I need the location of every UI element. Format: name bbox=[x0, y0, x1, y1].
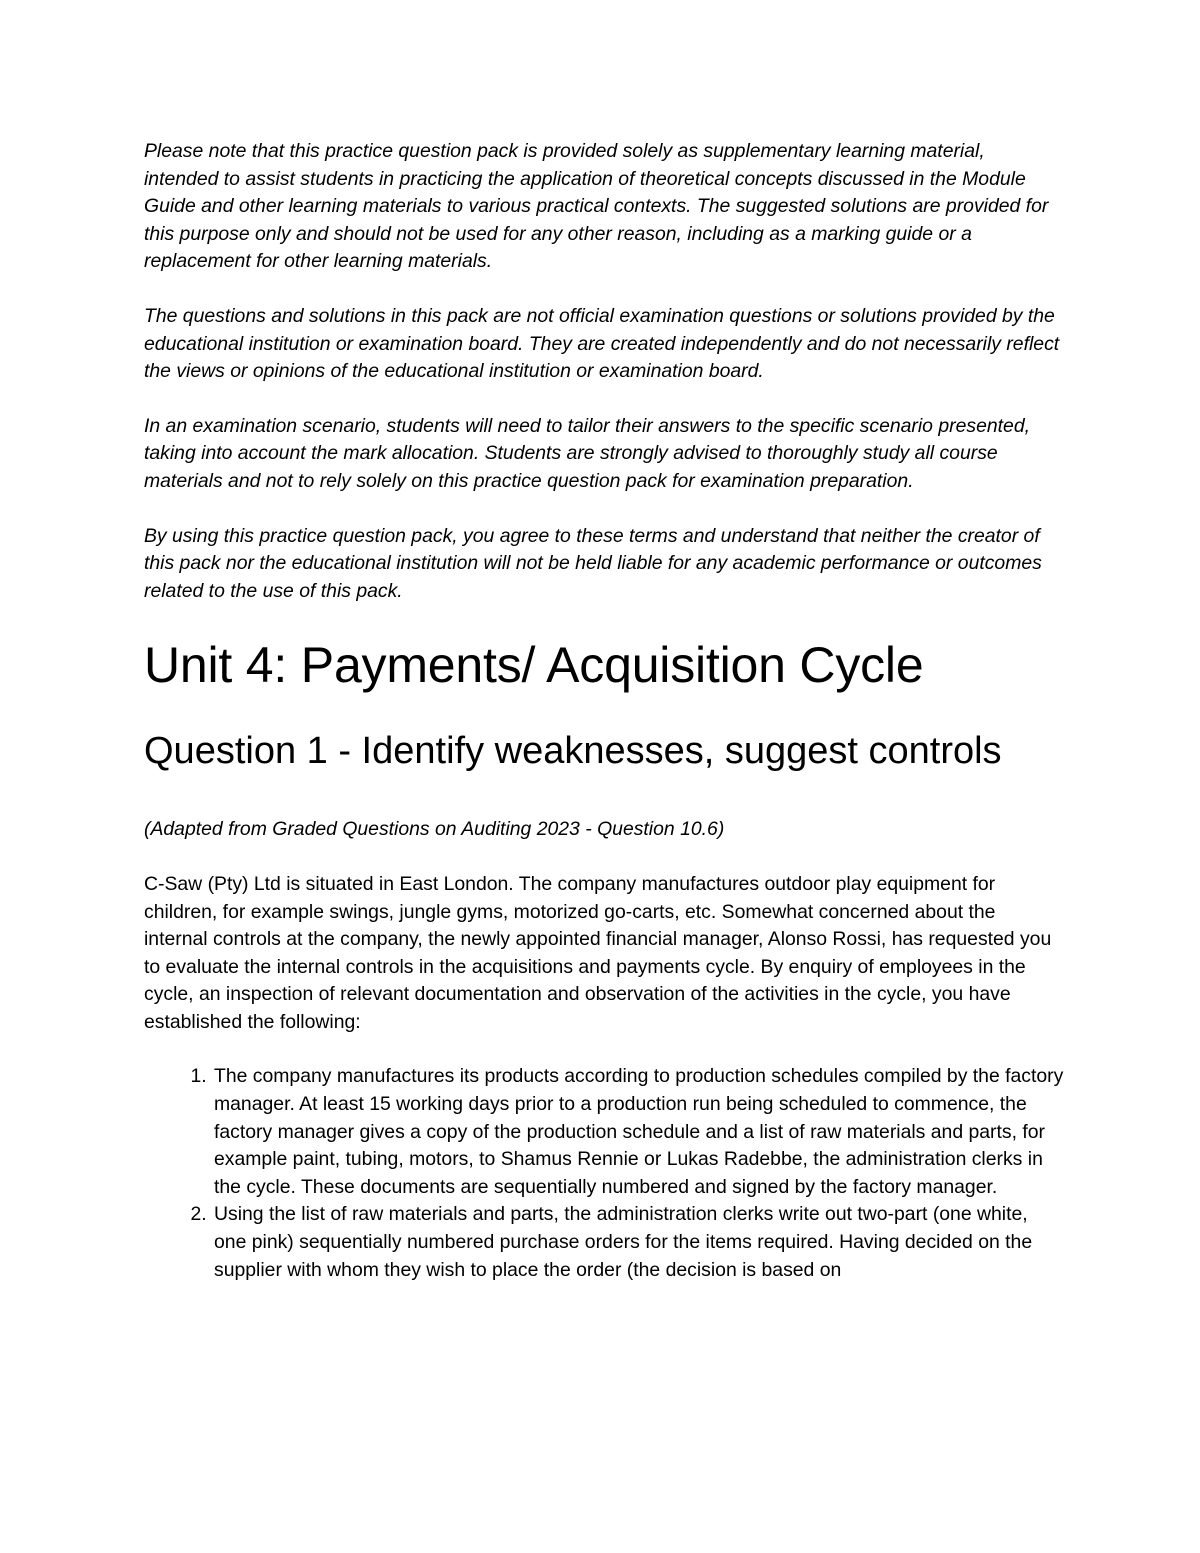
disclaimer-paragraph-2: The questions and solutions in this pack are not official examination questions or solutions provided by the educational institution or examination board. They are created independently and do not necessarily reflect the views or opinions of the educational institution or examination board. bbox=[144, 304, 1060, 383]
disclaimer-paragraph-4: By using this practice question pack, you agree to these terms and understand that neither the creator of this pack nor the educational institution will not be held liable for any academic performance or outcomes related to the use of this pack. bbox=[144, 524, 1042, 602]
unit-title: Unit 4: Payments/ Acquisition Cycle bbox=[144, 637, 924, 694]
list-item: 1. The company manufactures its products according to production schedules compiled by the factory manager. At least 15 working days prior to a production run being scheduled to commence, the factory manager gives a copy of the production schedule and a list of raw materials and parts, for example paint, tubing, motors, to Shamus Rennie or Lukas Radebbe, the administration clerks in the cycle. These documents are sequentially numbered and signed by the factory manager. bbox=[212, 1063, 1064, 1201]
list-item: 2. Using the list of raw materials and parts, the administration clerks write out two-part (one white, one pink) sequentially numbered purchase orders for the items required. Having decided on the supplier with whom they wish to place the order (the decision is based on bbox=[212, 1201, 1064, 1284]
disclaimer bbox=[144, 138, 1064, 605]
scenario-intro: C-Saw (Pty) Ltd is situated in East London. The company manufactures outdoor play equipment for children, for example swings, jungle gyms, motorized go-carts, etc. Somewhat concerned about the internal controls at the company, the newly appointed financial manager, Alonso Rossi, has requested you to evaluate the internal controls in the acquisitions and payments cycle. By enquiry of employees in the cycle, an inspection of relevant documentation and observation of the activities in the cycle, you have established the following: bbox=[144, 872, 1052, 1033]
document-page bbox=[144, 138, 1064, 1284]
findings-list bbox=[144, 1063, 1064, 1284]
disclaimer-paragraph-3: In an examination scenario, students will need to tailor their answers to the specific scenario presented, taking into account the mark allocation. Students are strongly advised to thoroughly study all course materials and not to rely solely on this practice question pack for examination preparation. bbox=[144, 414, 1030, 492]
question-title: Question 1 - Identify weaknesses, suggest controls bbox=[144, 730, 1002, 773]
source-note: (Adapted from Graded Questions on Auditing 2023 - Question 10.6) bbox=[144, 818, 725, 841]
disclaimer-paragraph-1: Please note that this practice question pack is provided solely as supplementary learning material, intended to assist students in practicing the application of theoretical concepts discussed in the Module Guide and other learning materials to various practical contexts. The suggested solutions are provided for this purpose only and should not be used for any other reason, including as a marking guide or a replacement for other learning materials. bbox=[144, 140, 1049, 273]
